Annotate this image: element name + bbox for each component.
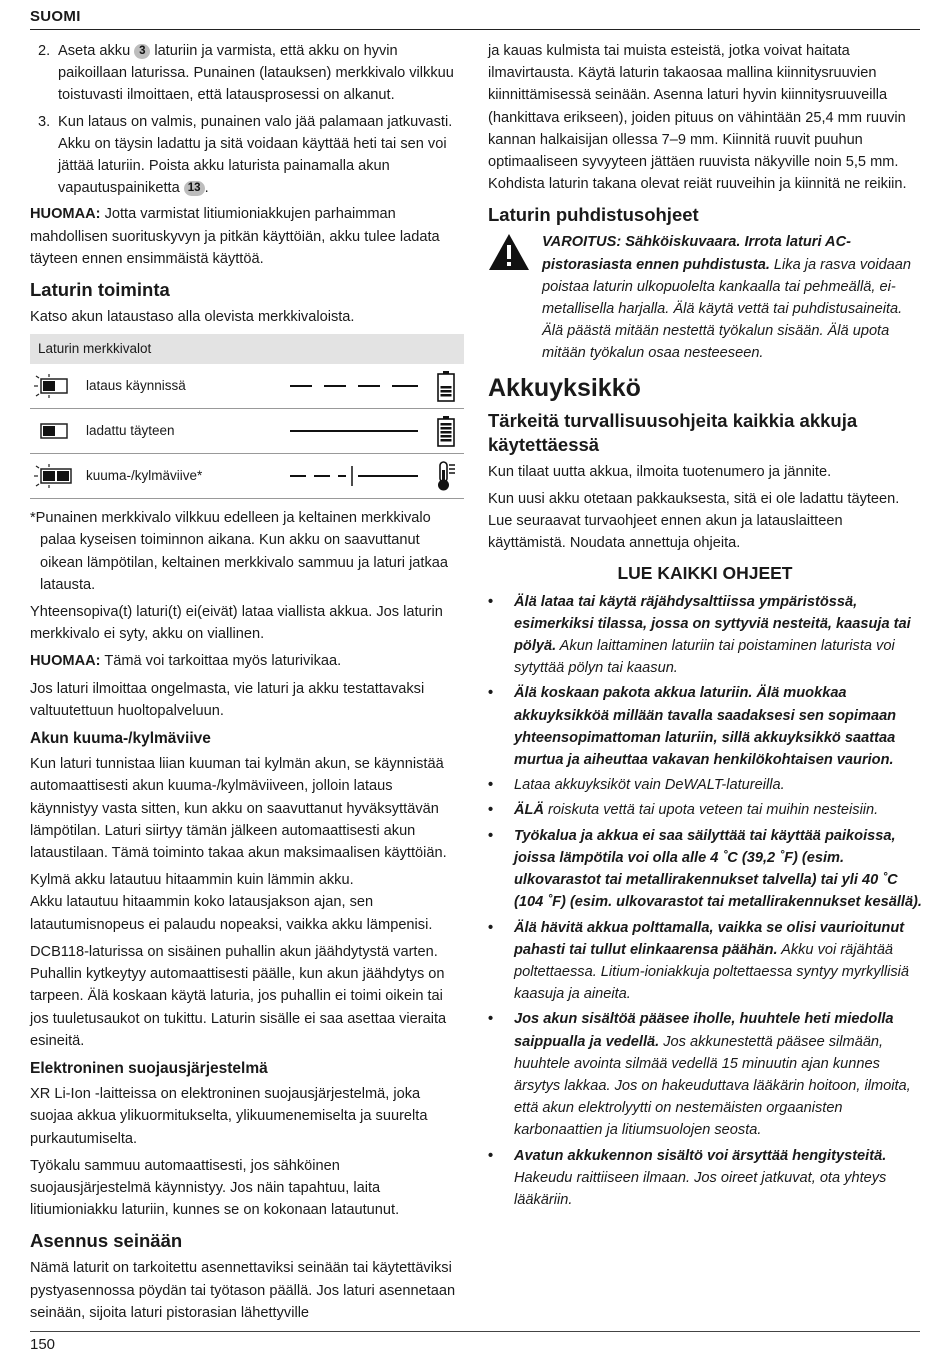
indicator-row	[30, 409, 464, 454]
step-text: laturiin ja varmista, että akku on hyvin paikoillaan laturissa. Punainen (latauksen) merkkivalo vilkkuu toistuvasti ilmoittaen, että latausprosessi on alkanut.	[58, 43, 454, 104]
indicator-table-header: Laturin merkkivalot	[30, 334, 464, 364]
battery-charging-icon	[434, 370, 458, 402]
step-number: 2.	[38, 43, 51, 59]
bullet: •	[488, 802, 494, 819]
item-text: Lataa akkuyksiköt vain DeWALT-latureilla.	[514, 777, 785, 794]
warning-heading: VAROITUS: Sähköiskuvaara. Irrota laturi AC-pistorasiasta ennen puhdistusta.	[542, 234, 851, 273]
step-number: 3.	[38, 113, 51, 130]
paragraph-new-battery: Kun uusi akku otetaan pakkauksesta, sitä ei ole ladattu täyteen. Lue seuraavat turvaohjeet ennen akun ja latauslaitteen käyttämistä. Noudata annettuja ohjeita.	[488, 490, 900, 552]
callout-badge: 13	[184, 181, 205, 196]
indicator-label: lataus käynnissä	[86, 378, 186, 394]
page-number: 150	[30, 1336, 56, 1353]
thermometer-icon	[434, 460, 458, 492]
item-bold: Älä koskaan pakota akkua laturiin. Älä muokkaa akkuyksikköä millään tavalla saadaksesi sen sopimaan yhteensopimattoman laturiin, sillä akkuyksikkö saattaa murtua ja aiheuttaa vakavan henkilökohtaisen vaurion.	[514, 685, 897, 769]
paragraph-delay: Kun laturi tunnistaa liian kuuman tai kylmän akun, se käynnistää automaattisesti akun kuuma-/kylmäviiveen, jolloin lataus käynnistyy vasta sitten, kun akku on saavuttanut hyväksyttävän lämpötilan. Laturi siirtyy tämän jälkeen automaattisesti akun lataustilaan. Tämä toiminto takaa akun maksimaalisen käyttöiän.	[30, 756, 447, 862]
header-rule	[30, 29, 920, 30]
bullet: •	[488, 593, 494, 610]
paragraph-cold: Kylmä akku latautuu hitaammin kuin lämmin akku.	[30, 872, 354, 889]
step-text: Aseta akku	[58, 43, 135, 59]
section-header: SUOMI	[30, 8, 81, 25]
paragraph-order: Kun tilaat uutta akkua, ilmoita tuotenumero ja jännite.	[488, 463, 832, 480]
item-bold: Avatun akkukennon sisältö voi ärsyttää hengitysteitä.	[514, 1147, 887, 1164]
heading-protection: Elektroninen suojausjärjestelmä	[30, 1059, 268, 1077]
indicator-row	[30, 364, 464, 409]
item-text: roiskuta vettä tai upota veteen tai muihin nesteisiin.	[544, 802, 879, 819]
paragraph-wall-mount: Nämä laturit on tarkoitettu asennettaviksi seinään tai käytettäviksi pystyasennossa pöydän tai työtason päällä. Jos laturi asennetaan seinään, sijoita laturi pistorasian lähettyville	[30, 1260, 456, 1321]
list-item	[488, 825, 922, 914]
item-bold: Työkalua ja akkua ei saa säilyttää tai käyttää paikoissa, joissa lämpötila voi olla alle 4 ˚C (39,2 ˚F) (esim. ulkovarastot tai metallirakennukset talvella) tai yli 40 ˚C (104 ˚F) (esim. ulkovarastot tai metallirakennukset kesällä).	[514, 827, 922, 911]
warning-text: Lika ja rasva voidaan poistaa laturin ulkopuolelta kankaalla tai pehmeällä, ei-metallisella harjalla. Älä käytä vettä tai puhdistusaineita. Älä päästä mitään nestettä työkalun sisään. Älä upota mitään työkalun osaa nesteeseen.	[542, 256, 912, 362]
footer-rule	[30, 1331, 920, 1332]
step-text: Kun lataus on valmis, punainen valo jää palamaan jatkuvasti. Akku on täysin ladattu ja sitä voidaan käyttää heti tai sen voi jättää laturiin. Poista akku laturista painamalla akun vapautuspainiketta	[58, 113, 453, 197]
note-paragraph	[30, 203, 464, 270]
bullet: •	[488, 1011, 494, 1028]
item-bold: Jos akun sisältöä pääsee iholle, huuhtele heti miedolla saippualla ja vedellä.	[514, 1011, 894, 1050]
note-label: HUOMAA:	[30, 653, 101, 670]
list-item	[488, 917, 922, 1006]
list-item	[488, 682, 922, 771]
paragraph-fan: DCB118-laturissa on sisäinen puhallin akun jäähdytystä varten. Puhallin kytkeytyy automaattisesti päälle, kun akun jäähdytys on tarpeen. Älä koskaan käytä laturia, jos puhallin ei toimi oikein tai jos tuuletusaukot on tukittu. Laturin sisälle ei saa asettaa vieraita esineitä.	[30, 943, 447, 1049]
item-text: Hakeudu raittiiseen ilmaan. Jos oireet jatkuvat, ota yhteys lääkäriin.	[514, 1169, 887, 1208]
item-text: Jos akkunestettä pääsee silmään, huuhtele avointa silmää vedellä 15 minuutin ajan kunnes ärsytys lakkaa. Jos on hakeuduttava lääkärin hoitoon, ilmoita, että akun elektrolyytti on nestemäisten orgaanisten karbonaattien ja litiumsuolojen seosta.	[514, 1033, 911, 1139]
right-column	[488, 40, 922, 1214]
indicator-row	[30, 454, 464, 498]
bullet: •	[488, 685, 494, 702]
bullet: •	[488, 919, 494, 936]
led-solid-icon	[34, 419, 74, 443]
safety-list	[488, 591, 922, 1211]
heading-battery: Akkuyksikkö	[488, 373, 641, 402]
list-item	[488, 774, 922, 796]
bullet: •	[488, 1147, 494, 1164]
read-all-instructions: LUE KAIKKI OHJEET	[617, 563, 793, 584]
step-2	[38, 40, 464, 107]
note-paragraph	[30, 650, 464, 672]
step-text: .	[204, 180, 209, 197]
list-item	[488, 799, 922, 821]
heading-safety: Tärkeitä turvallisuusohjeita kaikkia akkuja käytettäessä	[488, 409, 858, 455]
note-label: HUOMAA:	[30, 206, 101, 223]
paragraph-wall-mount-cont: ja kauas kulmista tai muista esteistä, jotka voivat haitata ilmavirtausta. Käytä laturin takaosaa mallina kiinnitysruuvien kiinnittämisessä seinään. Asenna laturi hyvin kiinnitysruuveilla (hankittava erikseen), joiden pituus on vähintään 25,4 mm ruuvin kannan halkaisijan ollessa 7–9 mm. Kiinnitä ruuvit puuhun optimaaliseen syvyyteen jättäen ruuvista näkyville noin 5,5 mm. Kohdista laturin takana olevat reiät ruuveihin ja kiinnitä ne reikiin.	[488, 43, 907, 193]
warning-block	[488, 231, 922, 364]
item-bold: Älä lataa tai käytä räjähdysalttiissa ympäristössä, esimerkiksi tilassa, jossa on syttyviä nesteitä, kaasuja tai pölyä.	[514, 593, 911, 655]
paragraph-defective: Yhteensopiva(t) laturi(t) ei(eivät) lataa viallista akkua. Jos laturin merkkivalo ei syty, akku on viallinen.	[30, 604, 443, 643]
footnote: *Punainen merkkivalo vilkkuu edelleen ja keltainen merkkivalo palaa kyseisen toiminnon aikana. Kun akku on saavuttanut oikean lämpötilan, keltainen merkkivalo sammuu ja laturi jatkaa latausta.	[30, 510, 449, 593]
indicator-label: ladattu täyteen	[86, 423, 175, 439]
led-double-blinking-icon	[34, 464, 74, 488]
list-item	[488, 591, 922, 680]
heading-wall-mount: Asennus seinään	[30, 1230, 183, 1252]
left-column	[30, 40, 464, 1329]
indicator-label: kuuma-/kylmäviive*	[86, 468, 203, 484]
item-text: Akku voi räjähtää poltettaessa. Litium-ioniakkuja poltettaessa syntyy myrkyllisiä kaasuja ja aineita.	[514, 941, 910, 1003]
heading-operation: Laturin toiminta	[30, 279, 170, 301]
operation-intro: Katso akun lataustaso alla olevista merkkivaloista.	[30, 309, 355, 326]
signal-dash-solid-pattern	[286, 462, 424, 490]
indicator-table	[30, 334, 464, 499]
list-item	[488, 1008, 922, 1141]
battery-full-icon	[434, 415, 458, 447]
signal-solid-pattern	[286, 417, 424, 445]
bullet: •	[488, 777, 494, 794]
note-text: Tämä voi tarkoittaa myös laturivikaa.	[100, 653, 342, 670]
paragraph-protection-2: Työkalu sammuu automaattisesti, jos sähköinen suojausjärjestelmä käynnistyy. Jos näin tapahtuu, laita litiumioniakku laturiin, kunnes se on kokonaan latautunut.	[30, 1157, 400, 1219]
list-item	[488, 1145, 922, 1212]
paragraph-protection-1: XR Li-Ion -laitteissa on elektroninen suojausjärjestelmä, joka suojaa akkua ylikuormitukselta, ylikuumenemiselta ja suurelta purkautumiselta.	[30, 1086, 428, 1147]
paragraph-problem: Jos laturi ilmoittaa ongelmasta, vie laturi ja akku testattavaksi valtuutettuun huoltopalveluun.	[30, 680, 425, 719]
charging-steps	[30, 40, 464, 199]
item-bold: ÄLÄ	[514, 802, 544, 819]
warning-triangle-icon	[488, 233, 530, 271]
led-blinking-icon	[34, 374, 74, 398]
item-bold: Älä hävitä akkua polttamalla, vaikka se olisi vaurioitunut pahasti tai tullut elinkaarensa päähän.	[514, 919, 905, 958]
callout-badge: 3	[134, 44, 150, 59]
heading-cleaning: Laturin puhdistusohjeet	[488, 204, 699, 226]
signal-dashed-pattern	[286, 372, 424, 400]
step-3	[38, 111, 464, 200]
heading-delay: Akun kuuma-/kylmäviive	[30, 730, 211, 748]
item-text: Akun laittaminen laturiin tai poistaminen laturista voi sytyttää pölyn tai kaasun.	[514, 638, 895, 677]
paragraph-slow: Akku latautuu hitaammin koko latausjakson ajan, sen latautumisnopeus ei palaudu nopeaksi, vaikka akku lämpenisi.	[30, 894, 433, 933]
bullet: •	[488, 827, 494, 844]
note-text: Jotta varmistat litiumioniakkujen parhaimman mahdollisen suorituskyvyn ja pitkän käyttöiän, akku tulee ladata täyteen ennen ensimmäistä käyttöä.	[30, 206, 440, 267]
